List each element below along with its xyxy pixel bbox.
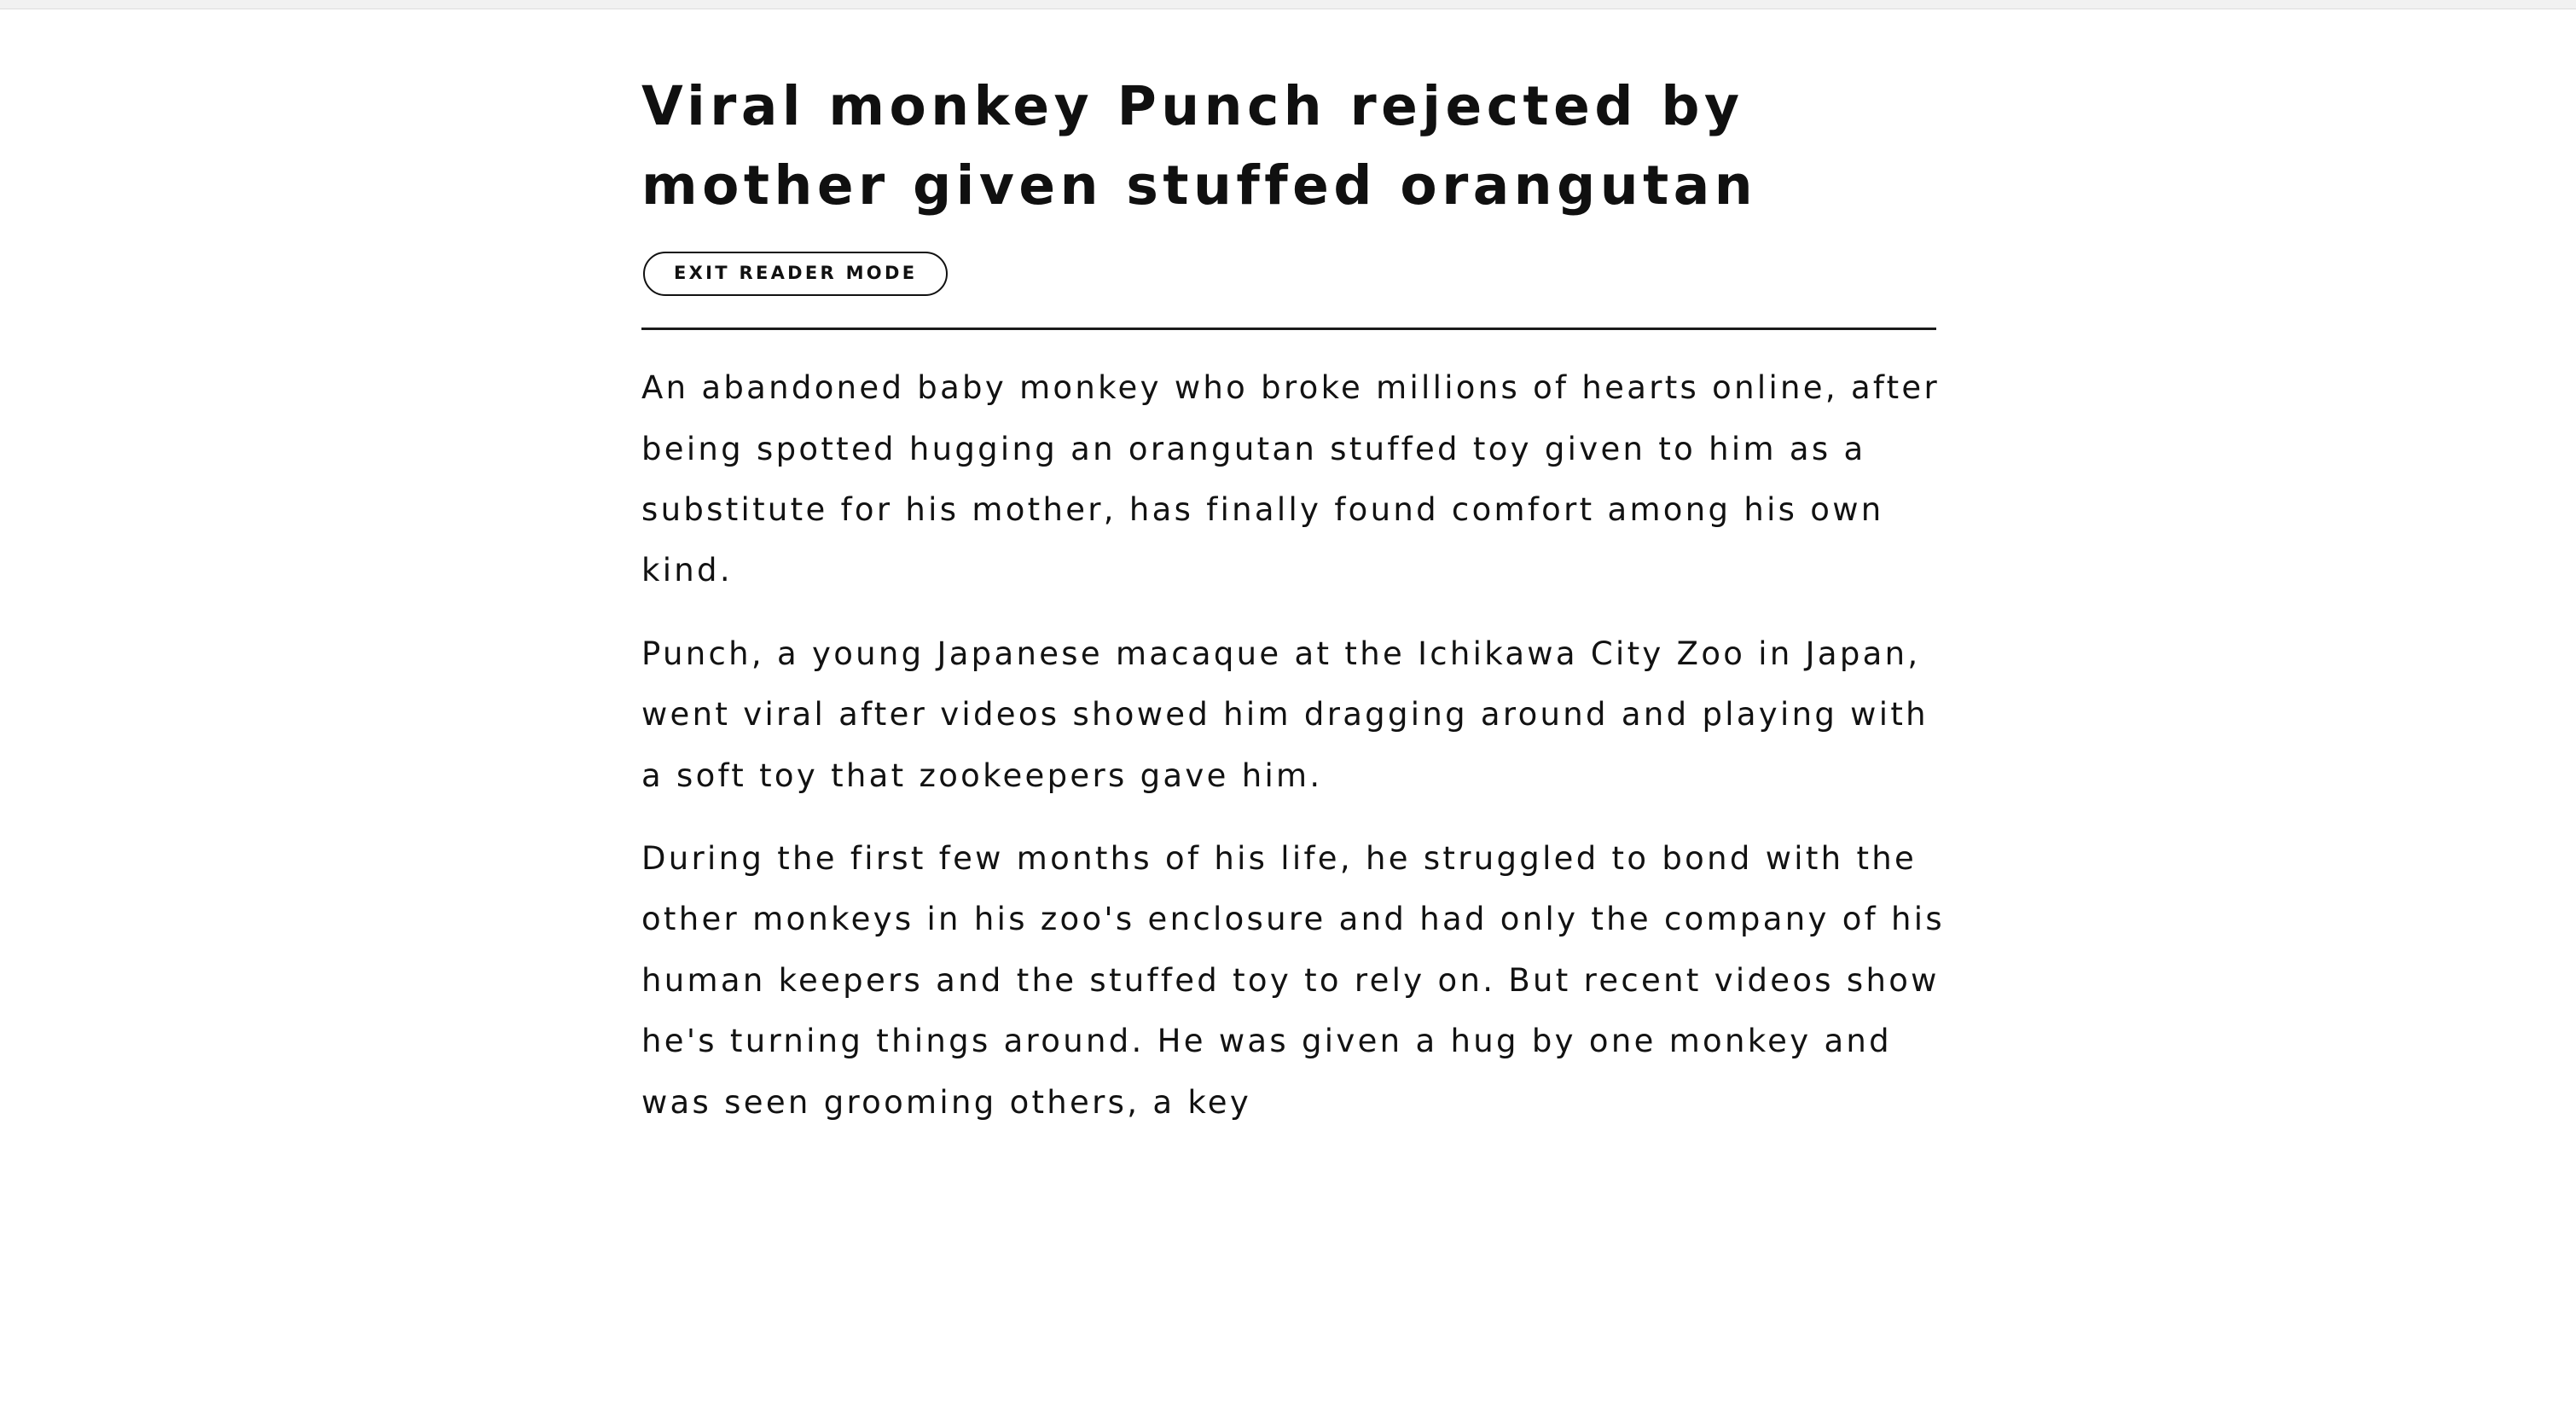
exit-reader-mode-button[interactable]: EXIT READER MODE [643, 252, 948, 296]
reader-content-column [641, 9, 1972, 1155]
title-divider [641, 328, 1936, 330]
reader-mode-page [0, 9, 2576, 1409]
article-body [641, 357, 1955, 1133]
exit-reader-container [641, 252, 1972, 296]
browser-chrome-strip [0, 0, 2576, 9]
article-paragraph: During the first few months of his life, he struggled to bond with the other monkeys in his zoo's enclosure and had only the company of his human keepers and the stuffed toy to rely on. But recent videos show he's turning things around. He was given a hug by one monkey and was seen grooming others, a key [641, 840, 1945, 1121]
article-paragraph: Punch, a young Japanese macaque at the Ichikawa City Zoo in Japan, went viral after videos showed him dragging around and playing with a soft toy that zookeepers gave him. [641, 635, 1929, 794]
page-title: Viral monkey Punch rejected by mother given stuffed orangutan [641, 75, 1758, 217]
article-paragraph: An abandoned baby monkey who broke millions of hearts online, after being spotted hugging an orangutan stuffed toy given to him as a substitute for his mother, has finally found comfort among his own kind. [641, 369, 1940, 589]
